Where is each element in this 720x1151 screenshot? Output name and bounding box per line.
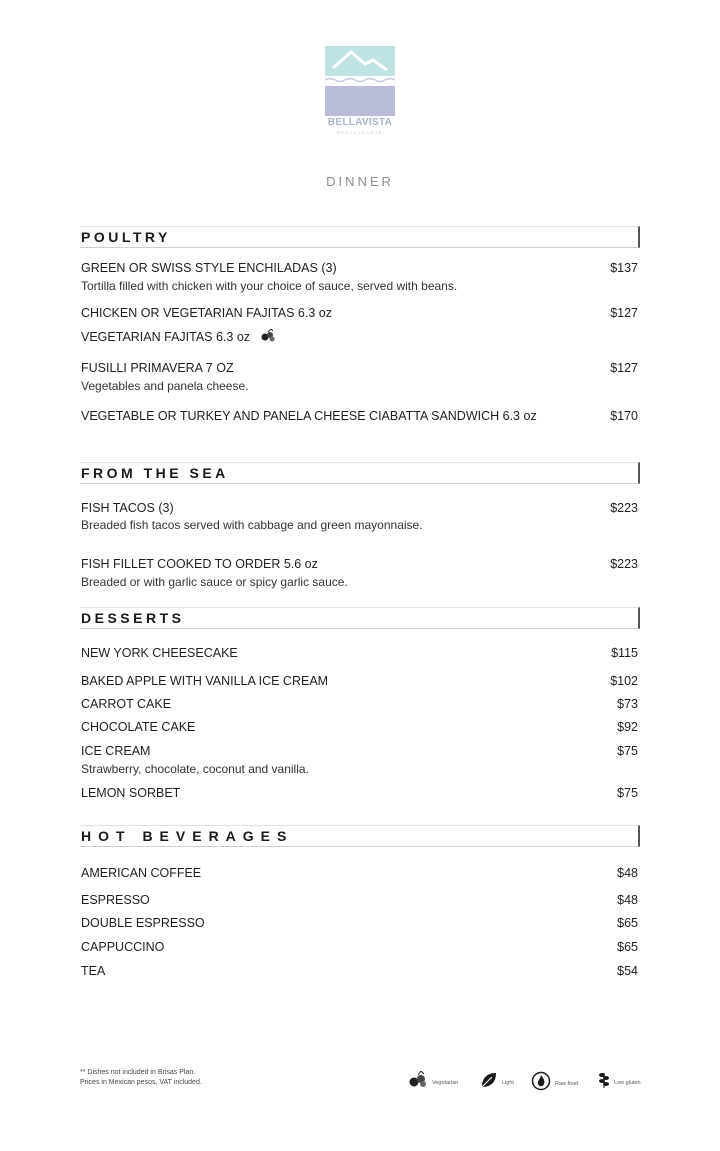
legend-vegetarian [408, 1071, 458, 1094]
menu-item-name: DOUBLE ESPRESSO [81, 916, 205, 930]
menu-item-name: ICE CREAM [81, 744, 151, 758]
flame-icon [531, 1071, 551, 1096]
menu-item-price: $127 [610, 361, 638, 375]
legend-label: Light [502, 1079, 514, 1086]
legend-label: Low gluten [614, 1079, 641, 1086]
section-title: POULTRY [81, 229, 171, 245]
legend-gluten [598, 1071, 641, 1094]
menu-item-name: CHICKEN OR VEGETARIAN FAJITAS 6.3 oz [81, 306, 332, 320]
menu-item-price: $127 [610, 306, 638, 320]
menu-item-description: Strawberry, chocolate, coconut and vanilla. [81, 762, 309, 776]
menu-item-row [81, 329, 276, 346]
menu-item-name: BAKED APPLE WITH VANILLA ICE CREAM [81, 674, 329, 688]
menu-item-price: $73 [617, 697, 638, 711]
menu-item-name: CARROT CAKE [81, 697, 172, 711]
legend-light [480, 1071, 514, 1094]
menu-item-price: $65 [617, 916, 638, 930]
menu-item-description: Tortilla filled with chicken with your choice of sauce, served with beans. [81, 279, 458, 293]
menu-item-price: $75 [617, 744, 638, 758]
menu-item-name: VEGETABLE OR TURKEY AND PANELA CHEESE CIABATTA SANDWICH 6.3 oz [81, 409, 537, 423]
menu-item-price: $137 [610, 261, 638, 275]
menu-item-price: $75 [617, 786, 638, 800]
menu-item-price: $115 [611, 646, 638, 660]
section-title: FROM THE SEA [81, 465, 229, 481]
menu-item-price: $223 [610, 501, 638, 515]
footer-note: Prices in Mexican pesos, VAT included. [80, 1079, 202, 1086]
menu-item-price: $102 [610, 674, 638, 688]
wheat-icon [598, 1071, 610, 1094]
menu-item-name: AMERICAN COFFEE [81, 866, 202, 880]
section-header-beverages [80, 825, 640, 847]
footer-note: ** Dishes not included in Brisas Plan. [80, 1069, 196, 1076]
menu-item-description: Breaded fish tacos served with cabbage and green mayonnaise. [81, 518, 423, 532]
menu-item-price: $48 [617, 893, 638, 907]
brand-subtitle: RESTAURANTE [337, 130, 383, 135]
vegetarian-icon [408, 1071, 428, 1094]
meal-title: DINNER [326, 174, 394, 189]
menu-item-price: $223 [610, 557, 638, 571]
legend-label: Raw food [555, 1080, 579, 1087]
section-header-poultry [80, 226, 640, 248]
restaurant-logo [325, 46, 395, 116]
section-title: HOT BEVERAGES [81, 828, 294, 844]
menu-item-price: $54 [617, 964, 638, 978]
menu-item-name: GREEN OR SWISS STYLE ENCHILADAS (3) [81, 261, 337, 275]
menu-item-name: ESPRESSO [81, 893, 150, 907]
menu-item-name: CHOCOLATE CAKE [81, 720, 196, 734]
section-header-desserts [80, 607, 640, 629]
legend-label: Vegetarian [432, 1079, 459, 1086]
menu-item-price: $92 [617, 720, 638, 734]
menu-item-name: LEMON SORBET [81, 786, 181, 800]
section-header-sea [80, 462, 640, 484]
vegetarian-icon [260, 329, 276, 346]
menu-item-description: Vegetables and panela cheese. [81, 379, 249, 393]
menu-item-name: FISH FILLET COOKED TO ORDER 5.6 oz [81, 557, 318, 571]
menu-item-name: CAPPUCCINO [81, 940, 165, 954]
menu-item-description: Breaded or with garlic sauce or spicy garlic sauce. [81, 575, 348, 589]
menu-item-name: VEGETARIAN FAJITAS 6.3 oz [81, 329, 251, 344]
menu-item-name: FUSILLI PRIMAVERA 7 OZ [81, 361, 234, 375]
menu-item-price: $170 [610, 409, 638, 423]
legend-raw [531, 1071, 578, 1096]
leaf-icon [480, 1071, 498, 1094]
menu-item-price: $65 [617, 940, 638, 954]
menu-item-name: FISH TACOS (3) [81, 501, 174, 515]
menu-item-name: NEW YORK CHEESECAKE [81, 646, 238, 660]
section-title: DESSERTS [81, 610, 185, 626]
menu-item-name: TEA [81, 964, 106, 978]
menu-item-price: $48 [617, 866, 638, 880]
brand-name: BELLAVISTA [327, 117, 393, 128]
